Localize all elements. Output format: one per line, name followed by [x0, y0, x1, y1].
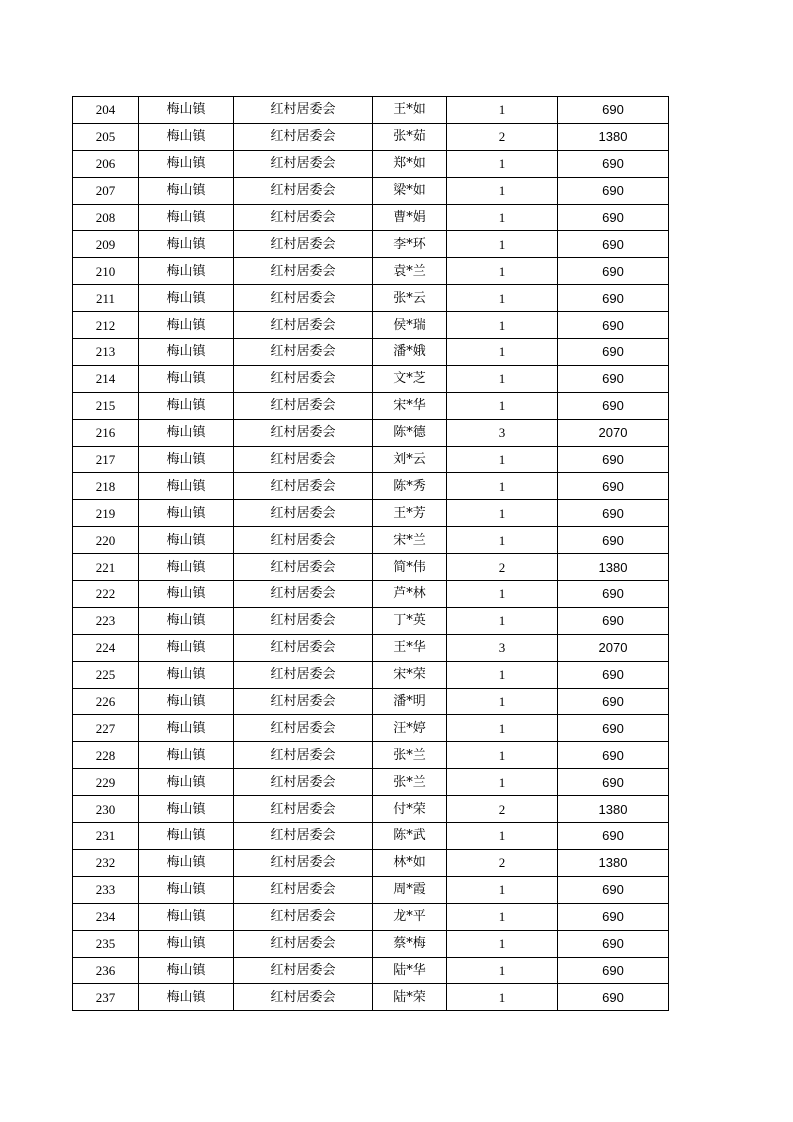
town-cell: 梅山镇: [139, 581, 234, 608]
table-row: [73, 849, 669, 876]
people-count-cell: 1: [447, 258, 558, 285]
row-number-cell: 209: [73, 231, 139, 258]
amount-cell: 690: [558, 392, 669, 419]
town-cell: 梅山镇: [139, 957, 234, 984]
amount-cell: 1380: [558, 123, 669, 150]
roster-table: [72, 96, 669, 1011]
committee-cell: 红村居委会: [234, 715, 373, 742]
people-count-cell: 1: [447, 97, 558, 124]
amount-cell: 690: [558, 607, 669, 634]
people-count-cell: 1: [447, 769, 558, 796]
row-number-cell: 228: [73, 742, 139, 769]
committee-cell: 红村居委会: [234, 97, 373, 124]
people-count-cell: 1: [447, 204, 558, 231]
people-count-cell: 1: [447, 581, 558, 608]
name-cell: 林*如: [373, 849, 447, 876]
amount-cell: 690: [558, 769, 669, 796]
name-cell: 王*芳: [373, 500, 447, 527]
name-cell: 蔡*梅: [373, 930, 447, 957]
row-number-cell: 207: [73, 177, 139, 204]
committee-cell: 红村居委会: [234, 365, 373, 392]
name-cell: 梁*如: [373, 177, 447, 204]
amount-cell: 690: [558, 930, 669, 957]
committee-cell: 红村居委会: [234, 796, 373, 823]
table-row: [73, 258, 669, 285]
town-cell: 梅山镇: [139, 849, 234, 876]
table-row: [73, 634, 669, 661]
amount-cell: 1380: [558, 849, 669, 876]
row-number-cell: 217: [73, 446, 139, 473]
people-count-cell: 2: [447, 554, 558, 581]
row-number-cell: 219: [73, 500, 139, 527]
table-row: [73, 285, 669, 312]
town-cell: 梅山镇: [139, 392, 234, 419]
people-count-cell: 1: [447, 339, 558, 366]
row-number-cell: 205: [73, 123, 139, 150]
name-cell: 郑*如: [373, 150, 447, 177]
committee-cell: 红村居委会: [234, 392, 373, 419]
committee-cell: 红村居委会: [234, 769, 373, 796]
row-number-cell: 233: [73, 876, 139, 903]
town-cell: 梅山镇: [139, 903, 234, 930]
row-number-cell: 236: [73, 957, 139, 984]
people-count-cell: 1: [447, 473, 558, 500]
roster-body: [73, 97, 669, 1011]
name-cell: 宋*荣: [373, 661, 447, 688]
amount-cell: 690: [558, 97, 669, 124]
table-row: [73, 769, 669, 796]
people-count-cell: 1: [447, 957, 558, 984]
name-cell: 陈*武: [373, 823, 447, 850]
town-cell: 梅山镇: [139, 500, 234, 527]
people-count-cell: 3: [447, 634, 558, 661]
amount-cell: 690: [558, 285, 669, 312]
table-row: [73, 903, 669, 930]
name-cell: 文*芝: [373, 365, 447, 392]
town-cell: 梅山镇: [139, 365, 234, 392]
people-count-cell: 1: [447, 903, 558, 930]
town-cell: 梅山镇: [139, 258, 234, 285]
row-number-cell: 221: [73, 554, 139, 581]
committee-cell: 红村居委会: [234, 150, 373, 177]
amount-cell: 690: [558, 204, 669, 231]
table-row: [73, 527, 669, 554]
name-cell: 宋*华: [373, 392, 447, 419]
name-cell: 陆*华: [373, 957, 447, 984]
town-cell: 梅山镇: [139, 984, 234, 1011]
table-row: [73, 876, 669, 903]
town-cell: 梅山镇: [139, 150, 234, 177]
table-row: [73, 392, 669, 419]
row-number-cell: 232: [73, 849, 139, 876]
table-row: [73, 446, 669, 473]
people-count-cell: 1: [447, 527, 558, 554]
name-cell: 张*兰: [373, 742, 447, 769]
people-count-cell: 2: [447, 123, 558, 150]
committee-cell: 红村居委会: [234, 419, 373, 446]
committee-cell: 红村居委会: [234, 285, 373, 312]
amount-cell: 2070: [558, 419, 669, 446]
amount-cell: 1380: [558, 796, 669, 823]
town-cell: 梅山镇: [139, 742, 234, 769]
row-number-cell: 206: [73, 150, 139, 177]
table-row: [73, 97, 669, 124]
committee-cell: 红村居委会: [234, 554, 373, 581]
people-count-cell: 1: [447, 930, 558, 957]
town-cell: 梅山镇: [139, 661, 234, 688]
amount-cell: 690: [558, 957, 669, 984]
amount-cell: 690: [558, 150, 669, 177]
name-cell: 李*环: [373, 231, 447, 258]
town-cell: 梅山镇: [139, 419, 234, 446]
people-count-cell: 1: [447, 688, 558, 715]
committee-cell: 红村居委会: [234, 930, 373, 957]
committee-cell: 红村居委会: [234, 876, 373, 903]
table-row: [73, 500, 669, 527]
table-row: [73, 231, 669, 258]
amount-cell: 690: [558, 984, 669, 1011]
name-cell: 袁*兰: [373, 258, 447, 285]
row-number-cell: 214: [73, 365, 139, 392]
town-cell: 梅山镇: [139, 285, 234, 312]
table-row: [73, 123, 669, 150]
name-cell: 张*云: [373, 285, 447, 312]
row-number-cell: 216: [73, 419, 139, 446]
people-count-cell: 1: [447, 500, 558, 527]
people-count-cell: 1: [447, 285, 558, 312]
row-number-cell: 235: [73, 930, 139, 957]
amount-cell: 690: [558, 339, 669, 366]
committee-cell: 红村居委会: [234, 527, 373, 554]
table-row: [73, 796, 669, 823]
amount-cell: 690: [558, 500, 669, 527]
town-cell: 梅山镇: [139, 473, 234, 500]
town-cell: 梅山镇: [139, 446, 234, 473]
committee-cell: 红村居委会: [234, 823, 373, 850]
town-cell: 梅山镇: [139, 339, 234, 366]
table-row: [73, 715, 669, 742]
amount-cell: 2070: [558, 634, 669, 661]
committee-cell: 红村居委会: [234, 204, 373, 231]
row-number-cell: 218: [73, 473, 139, 500]
amount-cell: 690: [558, 903, 669, 930]
committee-cell: 红村居委会: [234, 473, 373, 500]
table-row: [73, 581, 669, 608]
amount-cell: 690: [558, 312, 669, 339]
people-count-cell: 1: [447, 231, 558, 258]
name-cell: 陈*德: [373, 419, 447, 446]
table-row: [73, 930, 669, 957]
town-cell: 梅山镇: [139, 204, 234, 231]
table-row: [73, 339, 669, 366]
town-cell: 梅山镇: [139, 715, 234, 742]
town-cell: 梅山镇: [139, 231, 234, 258]
table-row: [73, 742, 669, 769]
name-cell: 陈*秀: [373, 473, 447, 500]
people-count-cell: 2: [447, 849, 558, 876]
town-cell: 梅山镇: [139, 312, 234, 339]
committee-cell: 红村居委会: [234, 984, 373, 1011]
town-cell: 梅山镇: [139, 607, 234, 634]
table-row: [73, 957, 669, 984]
row-number-cell: 215: [73, 392, 139, 419]
amount-cell: 690: [558, 473, 669, 500]
table-row: [73, 419, 669, 446]
name-cell: 简*伟: [373, 554, 447, 581]
table-row: [73, 177, 669, 204]
table-row: [73, 554, 669, 581]
roster-sheet: [72, 96, 669, 1011]
name-cell: 王*华: [373, 634, 447, 661]
town-cell: 梅山镇: [139, 97, 234, 124]
row-number-cell: 211: [73, 285, 139, 312]
people-count-cell: 1: [447, 661, 558, 688]
committee-cell: 红村居委会: [234, 123, 373, 150]
people-count-cell: 1: [447, 876, 558, 903]
town-cell: 梅山镇: [139, 930, 234, 957]
name-cell: 王*如: [373, 97, 447, 124]
table-row: [73, 688, 669, 715]
town-cell: 梅山镇: [139, 177, 234, 204]
row-number-cell: 220: [73, 527, 139, 554]
amount-cell: 690: [558, 258, 669, 285]
amount-cell: 690: [558, 876, 669, 903]
town-cell: 梅山镇: [139, 769, 234, 796]
table-row: [73, 473, 669, 500]
table-row: [73, 984, 669, 1011]
amount-cell: 1380: [558, 554, 669, 581]
committee-cell: 红村居委会: [234, 849, 373, 876]
row-number-cell: 224: [73, 634, 139, 661]
amount-cell: 690: [558, 688, 669, 715]
people-count-cell: 3: [447, 419, 558, 446]
committee-cell: 红村居委会: [234, 258, 373, 285]
town-cell: 梅山镇: [139, 823, 234, 850]
table-row: [73, 365, 669, 392]
row-number-cell: 231: [73, 823, 139, 850]
committee-cell: 红村居委会: [234, 957, 373, 984]
town-cell: 梅山镇: [139, 796, 234, 823]
amount-cell: 690: [558, 527, 669, 554]
row-number-cell: 223: [73, 607, 139, 634]
people-count-cell: 1: [447, 446, 558, 473]
row-number-cell: 234: [73, 903, 139, 930]
town-cell: 梅山镇: [139, 554, 234, 581]
row-number-cell: 227: [73, 715, 139, 742]
committee-cell: 红村居委会: [234, 634, 373, 661]
name-cell: 龙*平: [373, 903, 447, 930]
people-count-cell: 1: [447, 984, 558, 1011]
committee-cell: 红村居委会: [234, 688, 373, 715]
amount-cell: 690: [558, 823, 669, 850]
name-cell: 曹*娟: [373, 204, 447, 231]
committee-cell: 红村居委会: [234, 903, 373, 930]
name-cell: 陆*荣: [373, 984, 447, 1011]
row-number-cell: 222: [73, 581, 139, 608]
name-cell: 潘*娥: [373, 339, 447, 366]
people-count-cell: 1: [447, 607, 558, 634]
committee-cell: 红村居委会: [234, 231, 373, 258]
amount-cell: 690: [558, 742, 669, 769]
committee-cell: 红村居委会: [234, 742, 373, 769]
row-number-cell: 210: [73, 258, 139, 285]
table-row: [73, 661, 669, 688]
name-cell: 汪*婷: [373, 715, 447, 742]
people-count-cell: 1: [447, 715, 558, 742]
people-count-cell: 1: [447, 823, 558, 850]
amount-cell: 690: [558, 365, 669, 392]
row-number-cell: 230: [73, 796, 139, 823]
people-count-cell: 1: [447, 392, 558, 419]
table-row: [73, 823, 669, 850]
name-cell: 丁*英: [373, 607, 447, 634]
people-count-cell: 2: [447, 796, 558, 823]
name-cell: 宋*兰: [373, 527, 447, 554]
table-row: [73, 150, 669, 177]
people-count-cell: 1: [447, 177, 558, 204]
committee-cell: 红村居委会: [234, 581, 373, 608]
town-cell: 梅山镇: [139, 876, 234, 903]
amount-cell: 690: [558, 446, 669, 473]
name-cell: 张*茹: [373, 123, 447, 150]
people-count-cell: 1: [447, 312, 558, 339]
name-cell: 周*霞: [373, 876, 447, 903]
name-cell: 潘*明: [373, 688, 447, 715]
committee-cell: 红村居委会: [234, 446, 373, 473]
committee-cell: 红村居委会: [234, 607, 373, 634]
people-count-cell: 1: [447, 365, 558, 392]
row-number-cell: 237: [73, 984, 139, 1011]
committee-cell: 红村居委会: [234, 312, 373, 339]
amount-cell: 690: [558, 715, 669, 742]
committee-cell: 红村居委会: [234, 661, 373, 688]
row-number-cell: 213: [73, 339, 139, 366]
table-row: [73, 204, 669, 231]
committee-cell: 红村居委会: [234, 177, 373, 204]
row-number-cell: 226: [73, 688, 139, 715]
committee-cell: 红村居委会: [234, 339, 373, 366]
name-cell: 芦*林: [373, 581, 447, 608]
name-cell: 张*兰: [373, 769, 447, 796]
committee-cell: 红村居委会: [234, 500, 373, 527]
row-number-cell: 229: [73, 769, 139, 796]
table-row: [73, 312, 669, 339]
town-cell: 梅山镇: [139, 634, 234, 661]
town-cell: 梅山镇: [139, 688, 234, 715]
people-count-cell: 1: [447, 742, 558, 769]
name-cell: 侯*瑞: [373, 312, 447, 339]
name-cell: 刘*云: [373, 446, 447, 473]
row-number-cell: 225: [73, 661, 139, 688]
people-count-cell: 1: [447, 150, 558, 177]
amount-cell: 690: [558, 177, 669, 204]
town-cell: 梅山镇: [139, 123, 234, 150]
name-cell: 付*荣: [373, 796, 447, 823]
amount-cell: 690: [558, 661, 669, 688]
amount-cell: 690: [558, 231, 669, 258]
row-number-cell: 204: [73, 97, 139, 124]
row-number-cell: 208: [73, 204, 139, 231]
amount-cell: 690: [558, 581, 669, 608]
row-number-cell: 212: [73, 312, 139, 339]
table-row: [73, 607, 669, 634]
town-cell: 梅山镇: [139, 527, 234, 554]
